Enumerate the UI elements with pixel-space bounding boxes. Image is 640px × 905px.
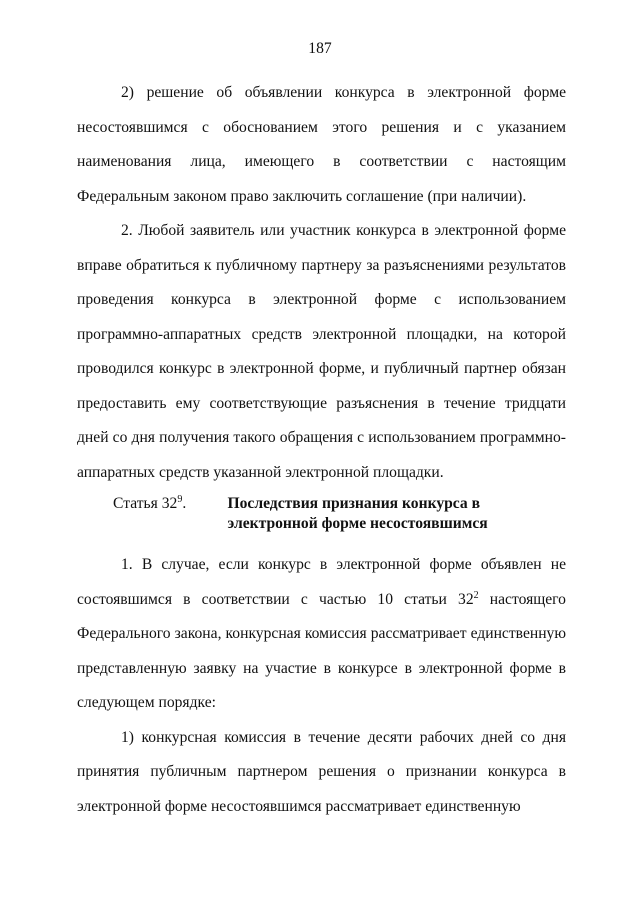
paragraph-part-2: 2. Любой заявитель или участник конкурса в электронной форме вправе обратиться к публичному партнеру за разъяснениями результатов проведения конкурса в электронной форме с использованием программно-аппаратных средств электронной площадки, на которой проводился конкурс в электронной форме, и публичный партнер обязан предоставить ему соответствующие разъяснения в течение тридцати дней со дня получения такого обращения с использованием программно-аппаратных средств указанной электронной площадки. bbox=[77, 222, 566, 481]
article-label-sup: 9 bbox=[177, 493, 183, 505]
article-title: Последствия признания конкурса в электронной форме несостоявшимся bbox=[227, 495, 488, 532]
paragraph-part-1-text-b: настоящего Федерального закона, конкурсная комиссия рассматривает единственную представленную заявку на участие в конкурсе в электронной форме в следующем порядке: bbox=[77, 590, 566, 711]
paragraph-part-1-sup: 2 bbox=[473, 589, 479, 601]
article-label bbox=[77, 494, 228, 514]
article-label-end: . bbox=[182, 495, 187, 512]
article-label-text: Статья 32 bbox=[113, 495, 178, 512]
page-number: 187 bbox=[308, 40, 332, 57]
article-heading bbox=[77, 490, 566, 548]
paragraph-part-1-text-a: 1. В случае, если конкурс в электронной форме объявлен не состоявшимся в соответствии с частью 10 статьи 32 bbox=[77, 556, 566, 608]
document-body bbox=[77, 76, 566, 824]
paragraph-part-1 bbox=[77, 548, 566, 721]
paragraph-item-1: 1) конкурсная комиссия в течение десяти рабочих дней со дня принятия публичным партнером решения о признании конкурса в электронной форме несостоявшимся рассматривает единственную bbox=[77, 728, 566, 815]
paragraph-item-2: 2) решение об объявлении конкурса в электронной форме несостоявшимся с обоснованием этого решения и с указанием наименования лица, имеющего в соответствии с настоящим Федеральным законом право заключить соглашение (при наличии). bbox=[77, 84, 566, 205]
